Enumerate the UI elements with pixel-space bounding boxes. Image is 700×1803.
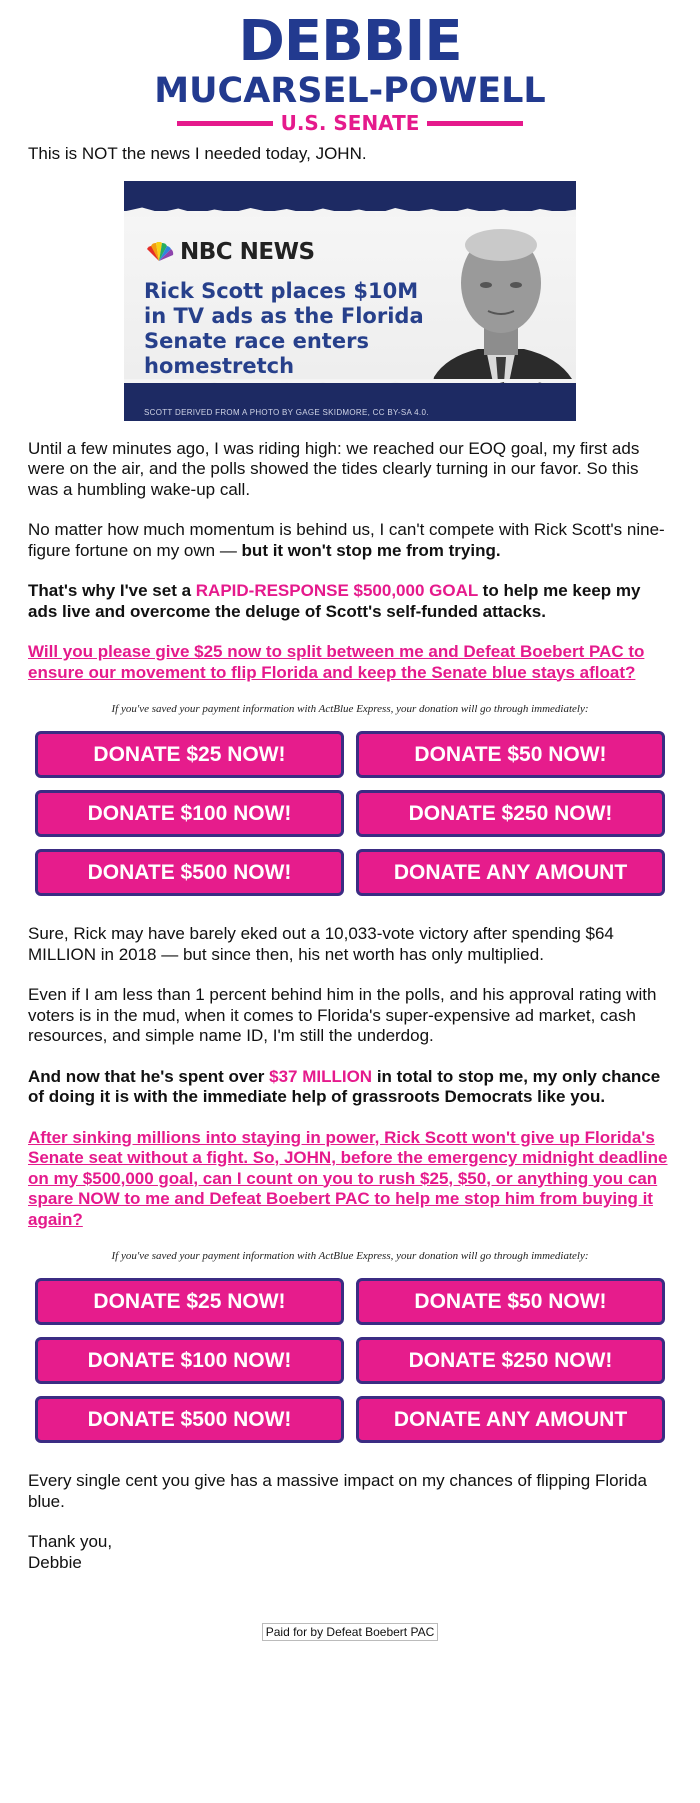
actblue-express-note-1: If you've saved your payment information with ActBlue Express, your donation will go through immediately: <box>111 703 589 715</box>
actblue-express-note-2: If you've saved your payment information with ActBlue Express, your donation will go through immediately: <box>111 1250 589 1262</box>
paragraph-6-text-a: And now that he's spent over <box>28 1066 270 1086</box>
news-brand <box>144 239 315 265</box>
donate-ask-link-2[interactable]: After sinking millions into staying in power, Rick Scott won't give up Florida's Senate seat without a fight. So, JOHN, before the emergency midnight deadline on my $500,000 goal, can I count on you to rush $25, $50, or anything you can spare NOW to me and Defeat Boebert PAC to help me stop him from buying it again? <box>28 1127 668 1229</box>
donate-ask-link-1[interactable]: Will you please give $25 now to split between me and Defeat Boebert PAC to ensure our movement to flip Florida and keep the Senate blue stays afloat? <box>28 642 645 682</box>
donate-250-button[interactable]: DONATE $250 NOW! <box>356 1337 665 1384</box>
donate-any-amount-button[interactable]: DONATE ANY AMOUNT <box>356 849 665 896</box>
email-body <box>0 144 700 1641</box>
donate-250-button[interactable]: DONATE $250 NOW! <box>356 790 665 837</box>
paragraph-6 <box>28 1067 672 1108</box>
logo-first-name: DEBBIE <box>238 9 462 74</box>
footer <box>28 1623 672 1641</box>
news-image <box>124 181 576 421</box>
logo-office-line <box>0 112 700 134</box>
donate-500-button[interactable]: DONATE $500 NOW! <box>35 1396 344 1443</box>
donate-button-grid-1 <box>28 731 672 896</box>
donate-25-button[interactable]: DONATE $25 NOW! <box>35 1278 344 1325</box>
paragraph-3 <box>28 581 672 622</box>
donate-500-button[interactable]: DONATE $500 NOW! <box>35 849 344 896</box>
donate-any-amount-button[interactable]: DONATE ANY AMOUNT <box>356 1396 665 1443</box>
campaign-logo <box>0 0 700 135</box>
intro-line: This is NOT the news I needed today, JOHN. <box>28 144 367 163</box>
goal-highlight: RAPID-RESPONSE $500,000 GOAL <box>195 581 478 600</box>
sign-off-text: Thank you, <box>28 1532 113 1551</box>
donate-link-paragraph-1 <box>28 642 672 683</box>
signature: Debbie <box>28 1552 82 1572</box>
donate-50-button[interactable]: DONATE $50 NOW! <box>356 1278 665 1325</box>
photo-credit: SCOTT DERIVED FROM A PHOTO BY GAGE SKIDMORE, CC BY-SA 4.0. <box>144 407 429 417</box>
paragraph-7: Every single cent you give has a massive impact on my chances of flipping Florida blue. <box>28 1471 647 1511</box>
news-brand-name: NBC NEWS <box>180 238 315 265</box>
donate-link-paragraph-2 <box>28 1128 672 1231</box>
paragraph-5: Even if I am less than 1 percent behind him in the polls, and his approval rating with voters is in the mud, when it comes to Florida's super-expensive ad market, cash resources, and simple name ID, I'm still the underdog. <box>28 985 657 1045</box>
peacock-icon <box>144 242 174 262</box>
paragraph-2-bold: but it won't stop me from trying. <box>241 540 501 560</box>
logo-rule-left <box>177 121 273 126</box>
logo-office: U.S. SENATE <box>280 111 420 135</box>
donate-25-button[interactable]: DONATE $25 NOW! <box>35 731 344 778</box>
news-headline: Rick Scott places $10M in TV ads as the Florida Senate race enters homestretch <box>144 278 424 378</box>
paragraph-3-text-a: That's why I've set a <box>28 581 196 600</box>
logo-last-name: MUCARSEL-POWELL <box>154 71 546 111</box>
paragraph-3-text-c: to help me keep my ads live and overcome the deluge of Scott's self-funded attacks. <box>28 581 641 621</box>
donate-100-button[interactable]: DONATE $100 NOW! <box>35 790 344 837</box>
donate-50-button[interactable]: DONATE $50 NOW! <box>356 731 665 778</box>
donate-button-grid-2 <box>28 1278 672 1443</box>
paragraph-2 <box>28 520 672 561</box>
donate-100-button[interactable]: DONATE $100 NOW! <box>35 1337 344 1384</box>
paragraph-1: Until a few minutes ago, I was riding high: we reached our EOQ goal, my first ads were on the air, and the polls showed the tides clearly turning in our favor. So this was a humbling wake-up call. <box>28 438 640 499</box>
logo-rule-right <box>427 121 523 126</box>
paid-for-by-disclaimer: Paid for by Defeat Boebert PAC <box>262 1623 439 1641</box>
paragraph-2-text: No matter how much momentum is behind us, I can't compete with Rick Scott's nine-figure fortune on my own — <box>28 520 665 560</box>
paragraph-6-text-c: in total to stop me, my only chance of doing it is with the immediate help of grassroots Democrats like you. <box>28 1066 661 1106</box>
paragraph-4: Sure, Rick may have barely eked out a 10,033-vote victory after spending $64 MILLION in 2018 — but since then, his net worth has only multiplied. <box>28 924 614 964</box>
spend-highlight: $37 MILLION <box>269 1066 373 1086</box>
sign-off <box>28 1532 672 1573</box>
